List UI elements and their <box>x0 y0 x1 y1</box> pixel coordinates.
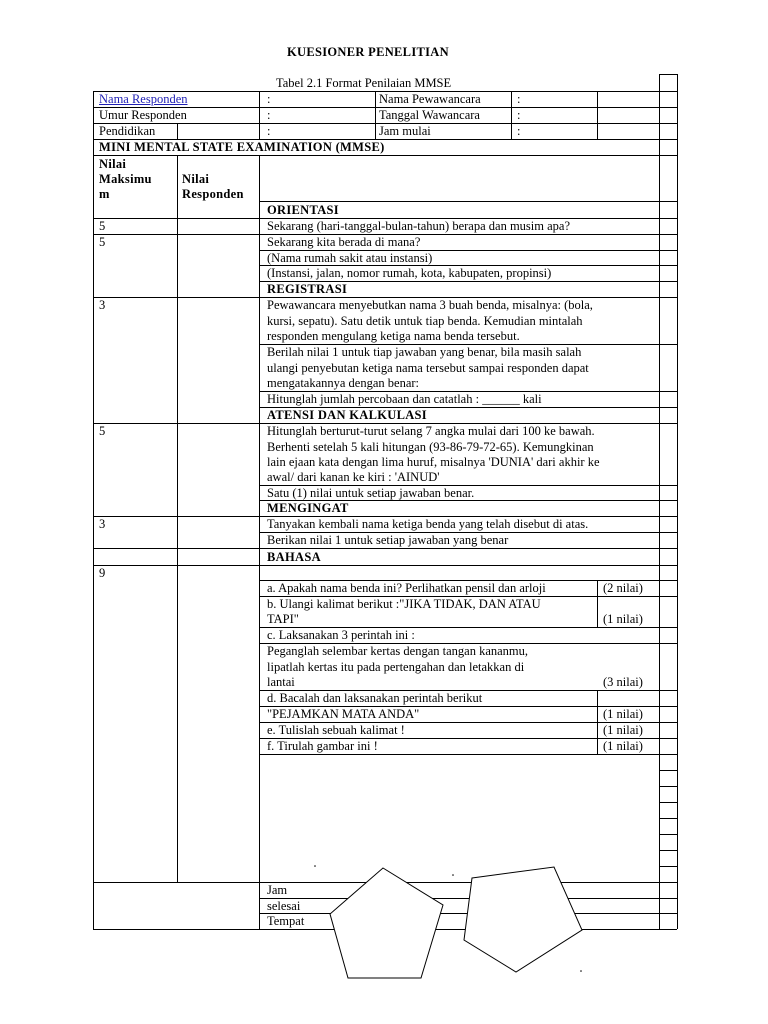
colon: : <box>517 108 521 122</box>
place-label: Tempat <box>267 914 305 928</box>
language-item-b-points: (1 nilai) <box>603 612 643 626</box>
recall-score: 3 <box>99 517 106 531</box>
orientation-question-2b: (Nama rumah sakit atau instansi) <box>267 251 433 265</box>
registration-text: Pewawancara menyebutkan nama 3 buah benda, misalnya: (bola, <box>267 298 593 312</box>
language-item-c-text: lantai <box>267 675 295 689</box>
respondent-age-label: Umur Responden <box>99 108 187 122</box>
language-item-c-points: (3 nilai) <box>603 675 643 689</box>
orientation-question-1: Sekarang (hari-tanggal-bulan-tahun) berapa dan musim apa? <box>267 219 570 233</box>
registration-text: kursi, sepatu). Satu detik untuk tiap benda. Kemudian mintalah <box>267 314 583 328</box>
language-item-f: f. Tirulah gambar ini ! <box>267 739 378 753</box>
mmse-section-title: MINI MENTAL STATE EXAMINATION (MMSE) <box>99 140 385 154</box>
attention-text: Berhenti setelah 5 kali hitungan (93-86-79-72-65). Kemungkinan <box>267 440 594 454</box>
attention-title: ATENSI DAN KALKULASI <box>267 408 427 422</box>
respondent-name-label[interactable]: Nama Responden <box>99 92 188 106</box>
registration-text: ulangi penyebutan ketiga nama tersebut sampai responden dapat <box>267 361 589 375</box>
orientation-title: ORIENTASI <box>267 203 339 217</box>
language-item-a-points: (2 nilai) <box>603 581 643 595</box>
respondent-score-header: Responden <box>182 187 244 201</box>
dot-mark <box>452 874 454 876</box>
colon: : <box>517 124 521 138</box>
education-label: Pendidikan <box>99 124 156 138</box>
recall-title: MENGINGAT <box>267 501 349 515</box>
page-title: KUESIONER PENELITIAN <box>287 45 449 59</box>
max-score-header: Maksimu <box>99 172 152 186</box>
start-time-label: Jam mulai <box>379 124 431 138</box>
language-item-b: TAPI" <box>267 612 299 626</box>
attention-score: 5 <box>99 424 106 438</box>
registration-text: mengatakannya dengan benar: <box>267 376 420 390</box>
orientation-question-2: Sekarang kita berada di mana? <box>267 235 421 249</box>
orientation-score-1: 5 <box>99 219 106 233</box>
orientation-question-2c: (Instansi, jalan, nomor rumah, kota, kabupaten, propinsi) <box>267 266 552 280</box>
language-item-d-points: (1 nilai) <box>603 707 643 721</box>
respondent-score-header: Nilai <box>182 172 210 186</box>
end-time-label: Jam <box>267 883 288 897</box>
table-caption: Tabel 2.1 Format Penilaian MMSE <box>276 76 452 90</box>
attention-text: Satu (1) nilai untuk setiap jawaban benar. <box>267 486 475 500</box>
interviewer-name-label: Nama Pewawancara <box>379 92 481 106</box>
dot-mark <box>314 865 316 867</box>
recall-text: Berikan nilai 1 untuk setiap jawaban yang benar <box>267 533 509 547</box>
registration-title: REGISTRASI <box>267 282 348 296</box>
colon: : <box>267 124 271 138</box>
pentagon-left <box>330 868 443 978</box>
interview-date-label: Tanggal Wawancara <box>379 108 480 122</box>
recall-text: Tanyakan kembali nama ketiga benda yang telah disebut di atas. <box>267 517 589 531</box>
dot-mark <box>580 970 582 972</box>
language-item-d-command: "PEJAMKAN MATA ANDA" <box>267 707 420 721</box>
colon: : <box>267 92 271 106</box>
language-item-c-text: lipatlah kertas itu pada pertengahan dan letakkan di <box>267 660 525 674</box>
language-item-a: a. Apakah nama benda ini? Perlihatkan pensil dan arloji <box>267 581 546 595</box>
registration-count: Hitunglah jumlah percobaan dan catatlah : ______ kali <box>267 392 542 406</box>
attention-text: lain ejaan kata dengan lima huruf, misalnya 'DUNIA' dari akhir ke <box>267 455 600 469</box>
max-score-header: Nilai <box>99 157 127 171</box>
colon: : <box>267 108 271 122</box>
attention-text: Hitunglah berturut-turut selang 7 angka mulai dari 100 ke bawah. <box>267 424 595 438</box>
language-item-c-text: Peganglah selembar kertas dengan tangan kananmu, <box>267 644 529 658</box>
max-score-header: m <box>99 187 110 201</box>
language-item-e-points: (1 nilai) <box>603 723 643 737</box>
registration-text: responden mengulang ketiga nama benda tersebut. <box>267 329 520 343</box>
language-item-e: e. Tulislah sebuah kalimat ! <box>267 723 405 737</box>
orientation-score-2: 5 <box>99 235 106 249</box>
language-item-b: b. Ulangi kalimat berikut :"JIKA TIDAK, DAN ATAU <box>267 597 541 611</box>
colon: : <box>517 92 521 106</box>
language-score: 9 <box>99 566 106 580</box>
end-time-label: selesai <box>267 899 301 913</box>
attention-text: awal/ dari kanan ke kiri : 'AINUD' <box>267 470 440 484</box>
language-item-d: d. Bacalah dan laksanakan perintah berikut <box>267 691 483 705</box>
registration-score: 3 <box>99 298 106 312</box>
language-item-f-points: (1 nilai) <box>603 739 643 753</box>
registration-text: Berilah nilai 1 untuk tiap jawaban yang benar, bila masih salah <box>267 345 582 359</box>
language-title: BAHASA <box>267 550 321 564</box>
language-item-c: c. Laksanakan 3 perintah ini : <box>267 628 415 642</box>
